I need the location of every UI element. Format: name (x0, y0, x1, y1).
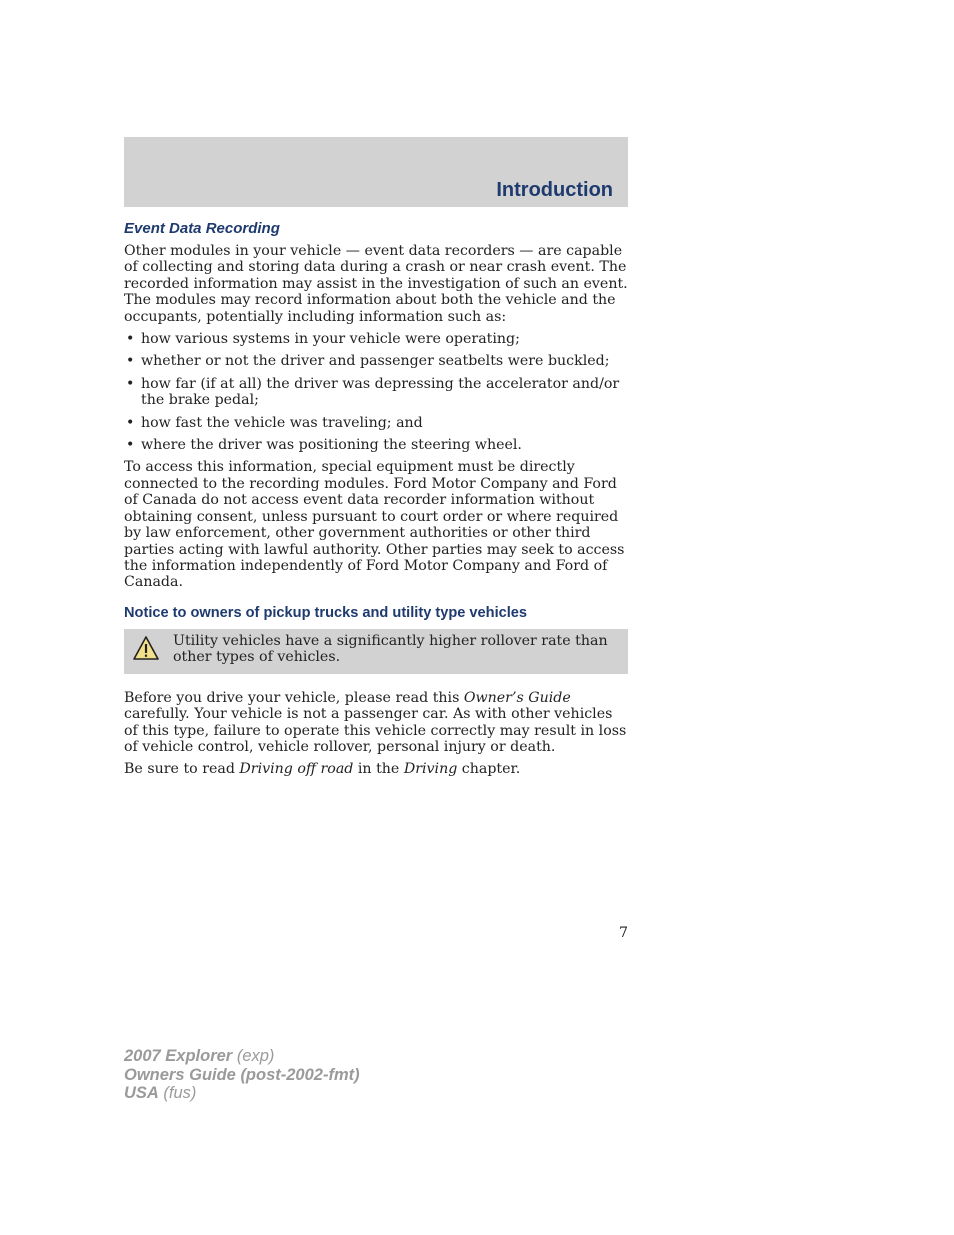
section-title-utility-notice: Notice to owners of pickup trucks and utility type vehicles (124, 604, 528, 621)
event-data-list (124, 331, 628, 453)
bullet-icon: • (126, 437, 135, 454)
footer-line-2: Owners Guide (post-2002-fmt) (124, 1065, 360, 1084)
list-item: • whether or not the driver and passenger seatbelts were buckled; (126, 353, 610, 370)
owners-guide-paragraph: Before you drive your vehicle, please read this Owner’s Guide carefully. Your vehicle is not a passenger car. As with other vehicles of this type, failure to operate this vehicle correctly may result in loss of vehicle control, vehicle rollover, personal injury or death. (124, 689, 627, 755)
driving-chapter-ref: Driving (403, 761, 458, 778)
list-item: • how various systems in your vehicle were operating; (126, 331, 520, 348)
list-item: • how fast the vehicle was traveling; and (126, 414, 423, 431)
list-item: • how far (if at all) the driver was depressing the accelerator and/or the brake pedal; (126, 375, 620, 409)
page-number: 7 (619, 925, 629, 941)
warning-triangle-icon (133, 635, 159, 661)
footer-line-3: USA (fus) (124, 1084, 197, 1102)
section-title-event-data: Event Data Recording (124, 220, 280, 237)
warning-text: Utility vehicles have a significantly higher rollover rate than other types of vehicles. (173, 632, 608, 666)
owners-guide-title: Owner’s Guide (463, 689, 571, 706)
driving-off-road-ref: Driving off road (239, 761, 354, 778)
bullet-icon: • (126, 331, 135, 348)
bullet-icon: • (126, 414, 135, 431)
driving-reference-paragraph: Be sure to read Driving off road in the Driving chapter. (124, 761, 521, 778)
bullet-icon: • (126, 353, 135, 370)
page-title: Introduction (496, 179, 613, 201)
warning-box (124, 629, 628, 674)
header-band (124, 137, 628, 207)
list-item: • where the driver was positioning the steering wheel. (126, 437, 522, 454)
footer (124, 1047, 360, 1103)
bullet-icon: • (126, 375, 135, 392)
event-data-access: To access this information, special equipment must be directly connected to the recording modules. Ford Motor Company and Ford of Canada do not access event data recorder information without obtaining consent, unless pursuant to court order or where required by law enforcement, other government authorities or other third parties acting with lawful authority. Other parties may seek to access the information independently of Ford Motor Company and Ford of Canada. (124, 459, 625, 591)
footer-line-1: 2007 Explorer (exp) (124, 1047, 275, 1065)
main-content (124, 220, 628, 784)
event-data-intro: Other modules in your vehicle — event data recorders — are capable of collecting and storing data during a crash or near crash event. The recorded information may assist in the investigation of such an event. The modules may record information about both the vehicle and the occupants, potentially including information such as: (124, 243, 628, 325)
